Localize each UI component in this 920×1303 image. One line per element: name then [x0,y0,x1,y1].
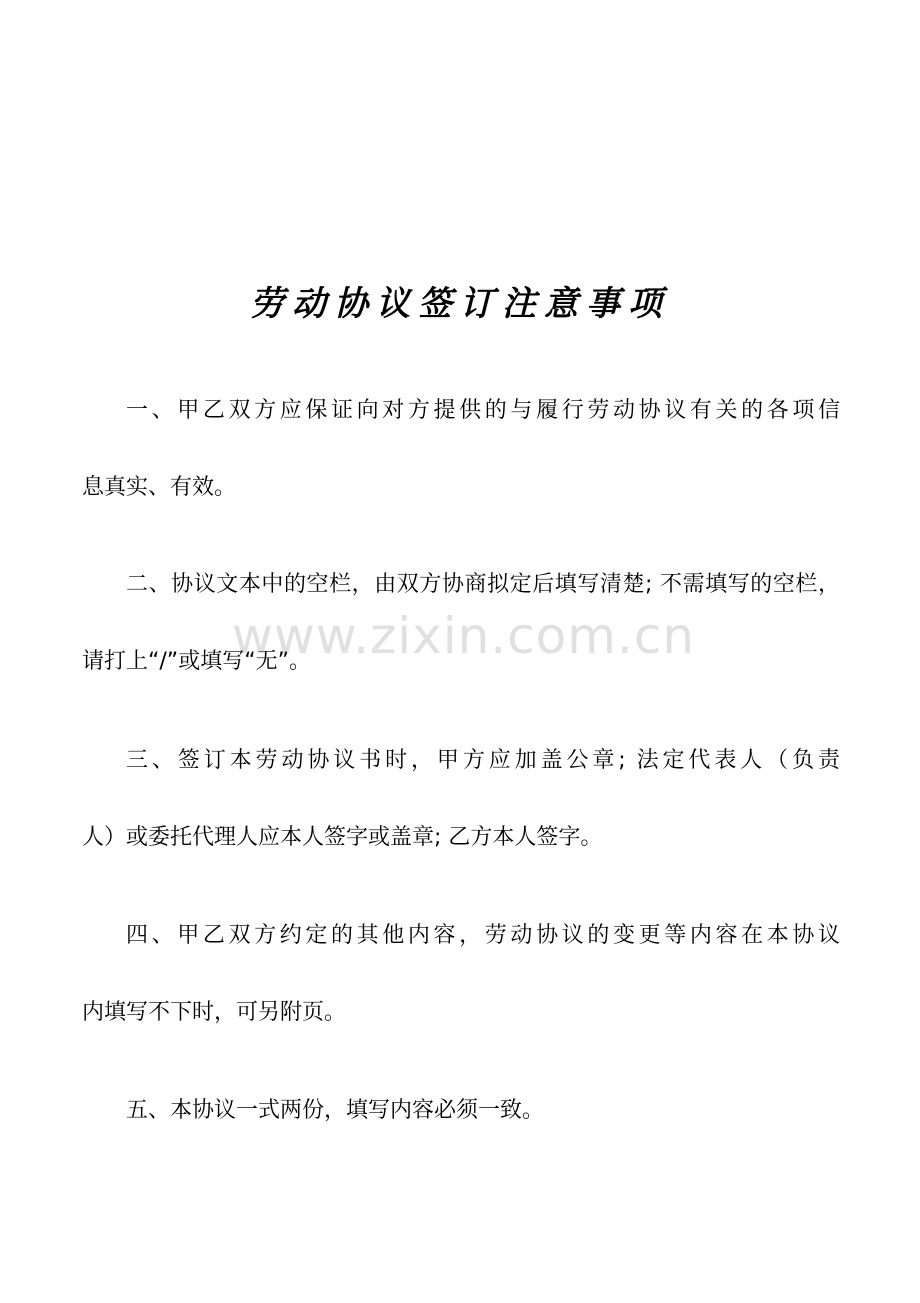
clause-2-line-2: 请打上“/”或填写“无”。 [82,649,312,674]
clause-1 [82,396,840,503]
clause-4-line-1: 四、甲乙双方约定的其他内容，劳动协议的变更等内容在本协议 [126,923,840,948]
clause-3-line-2: 人）或委托代理人应本人签字或盖章; 乙方本人签字。 [82,825,603,850]
clause-3 [82,746,840,853]
watermark: www.zixin.com.cn [232,607,696,665]
clause-5 [82,1096,840,1126]
clause-2-line-1: 二、协议文本中的空栏，由双方协商拟定后填写清楚; 不需填写的空栏， [126,572,840,597]
clause-4 [82,921,840,1028]
clause-2 [82,570,840,677]
clause-3-line-1: 三、签订本劳动协议书时，甲方应加盖公章; 法定代表人（负责 [126,748,840,773]
clause-4-line-2: 内填写不下时，可另附页。 [82,1000,347,1025]
clause-5-line-1: 五、本协议一式两份，填写内容必须一致。 [126,1098,545,1123]
document-title: 劳动协议签订注意事项 [250,284,670,324]
clause-1-line-1: 一、甲乙双方应保证向对方提供的与履行劳动协议有关的各项信 [126,398,840,423]
clause-1-line-2: 息真实、有效。 [82,475,237,500]
